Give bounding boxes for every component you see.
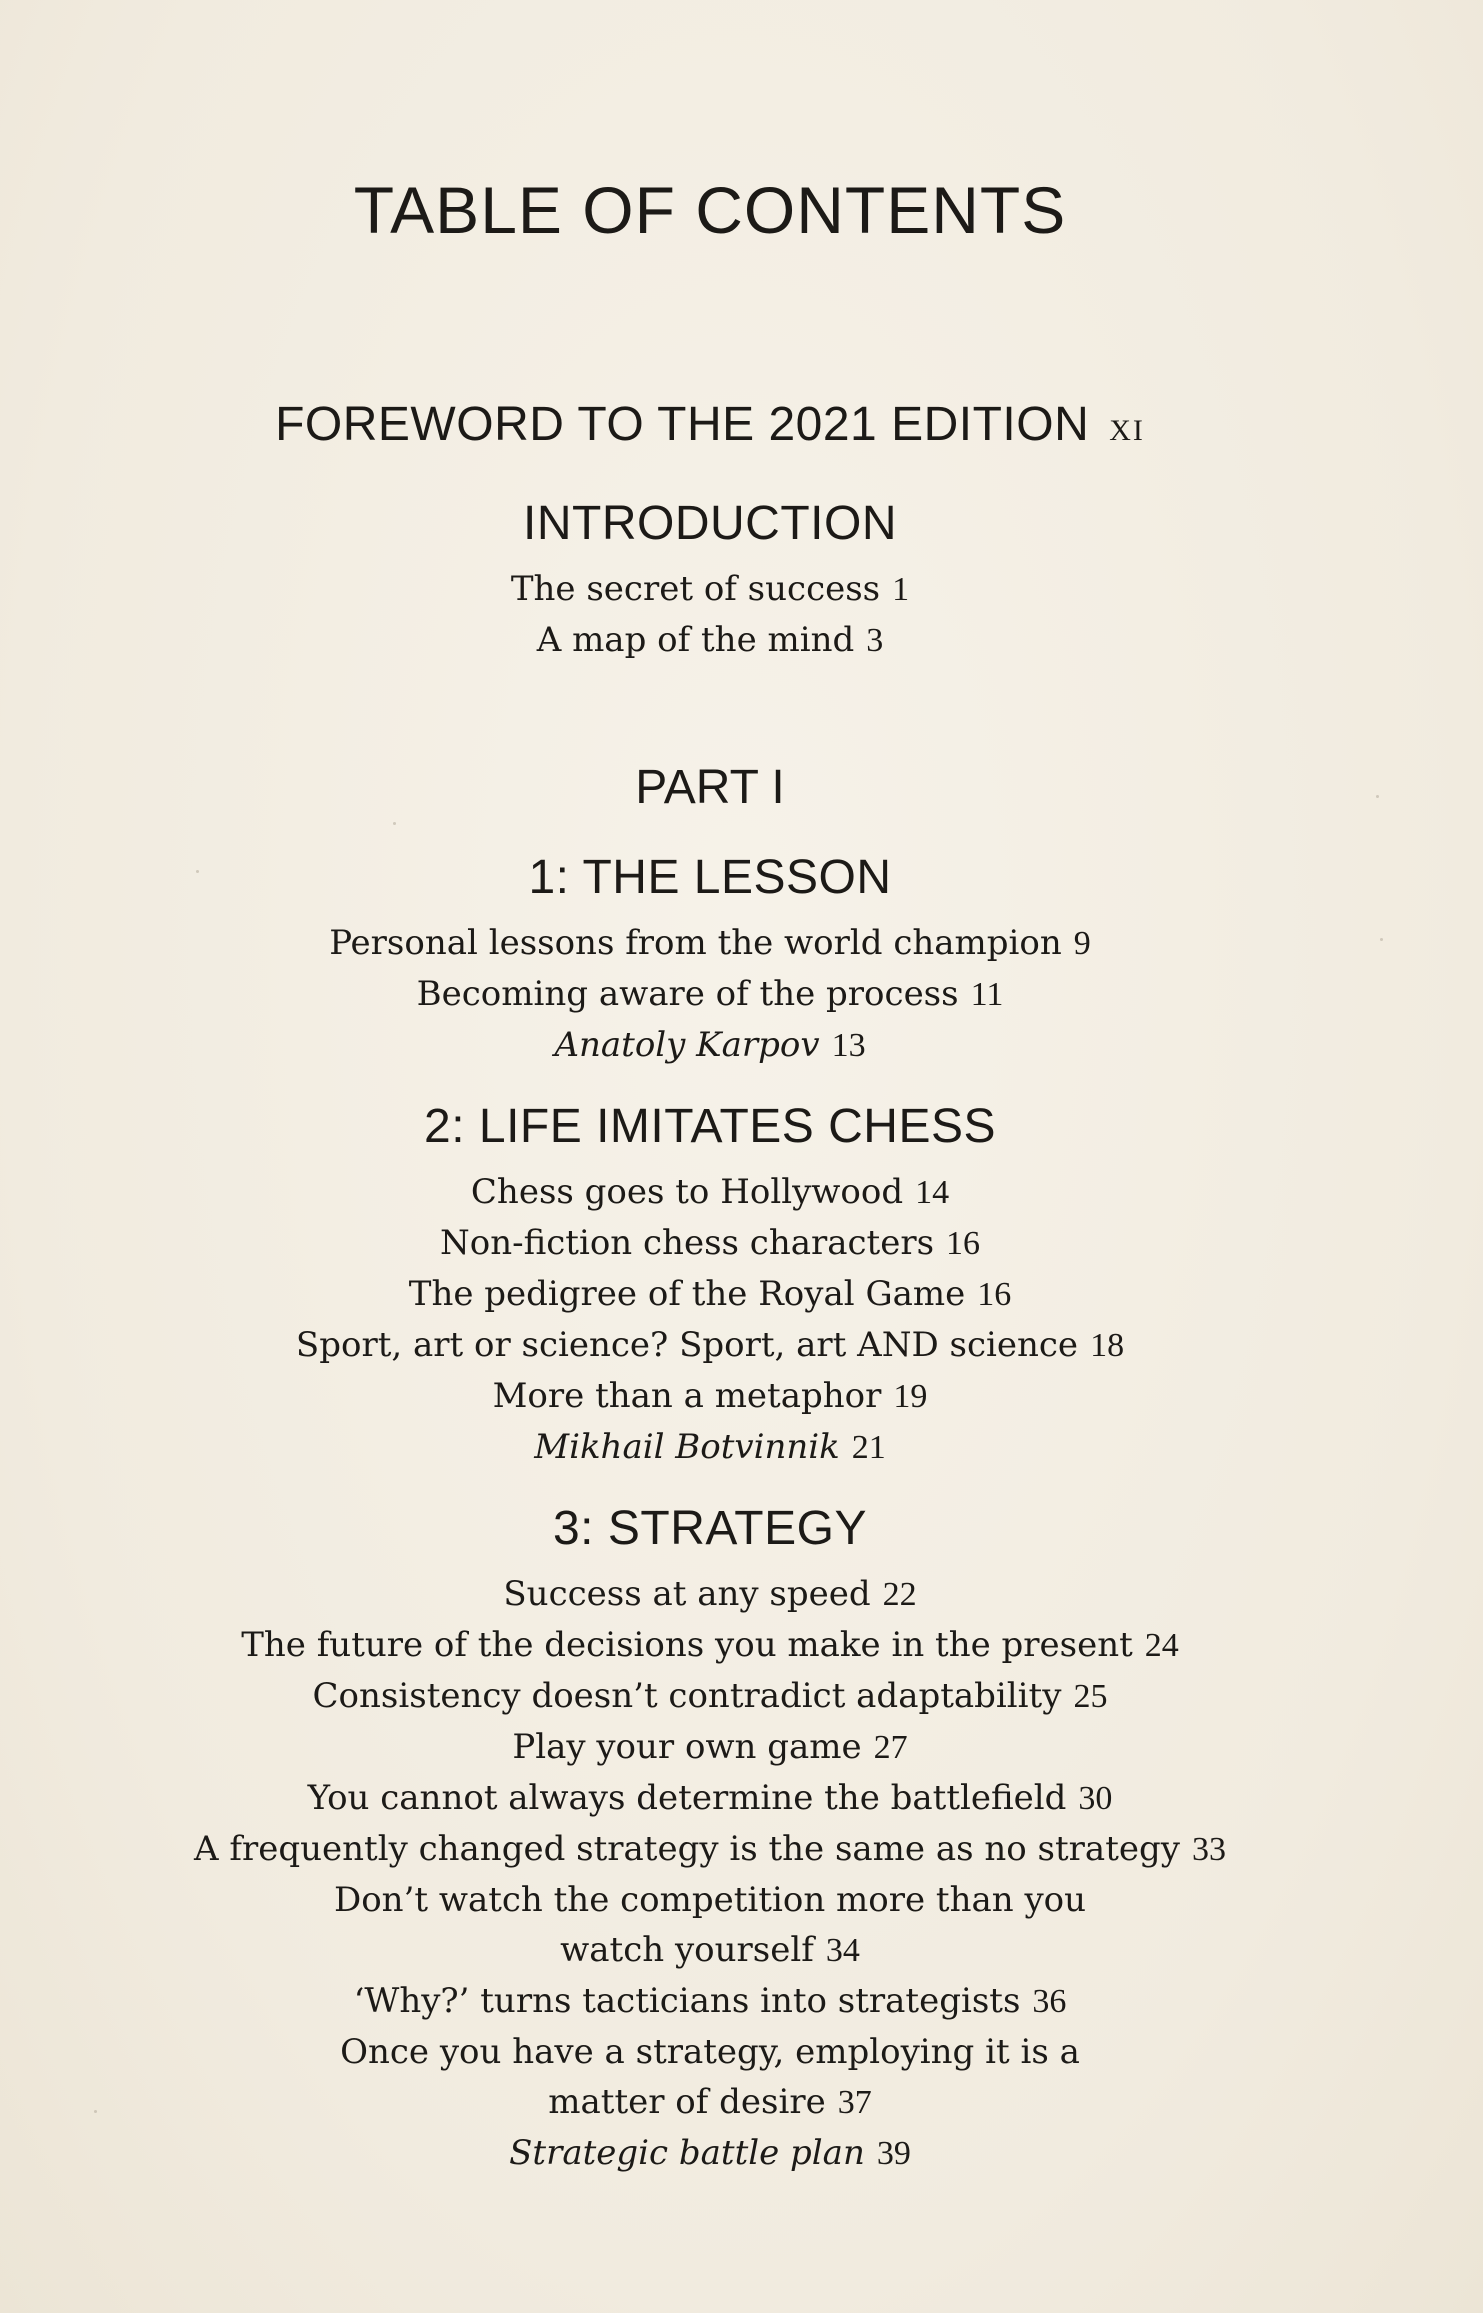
entry-page-number: 21 (851, 1429, 886, 1466)
entry-page-number: 1 (892, 571, 910, 608)
entry-label: Strategic battle plan (509, 2133, 865, 2173)
entry-label: A frequently changed strategy is the same as no strategy (194, 1829, 1180, 1869)
entry-page-number: 24 (1144, 1627, 1179, 1664)
toc-entry (0, 1925, 1420, 1976)
entry-label: The pedigree of the Royal Game (408, 1274, 966, 1314)
chapter-heading: 3: STRATEGY (552, 1502, 867, 1555)
toc-entry (0, 969, 1420, 1020)
entry-page-number: 19 (893, 1378, 928, 1415)
toc-entry (0, 1269, 1420, 1320)
entry-page-number: 18 (1090, 1327, 1125, 1364)
toc-entry-profile (0, 1020, 1420, 1071)
toc-entry (0, 918, 1420, 969)
toc-entry (0, 1320, 1420, 1371)
toc-entry (0, 564, 1420, 615)
paper-speck (94, 2110, 97, 2113)
toc-entry (0, 1976, 1420, 2027)
chapter-heading: 2: LIFE IMITATES CHESS (424, 1100, 996, 1153)
chapter-heading: 1: THE LESSON (528, 851, 892, 904)
toc-entry (0, 1569, 1420, 1620)
toc-entry (0, 1773, 1420, 1824)
toc-entry-profile (0, 2128, 1420, 2179)
toc-entry (0, 1620, 1420, 1671)
entry-page-number: 22 (882, 1576, 917, 1613)
entry-label: Success at any speed (503, 1574, 871, 1614)
toc-entry (0, 1722, 1420, 1773)
entry-page-number: 25 (1073, 1678, 1108, 1715)
entry-page-number: 16 (977, 1276, 1012, 1313)
entry-page-number: 36 (1032, 1983, 1067, 2020)
entry-page-number: 39 (876, 2135, 911, 2172)
entry-label: A map of the mind (536, 620, 855, 660)
paper-speck (1380, 938, 1383, 941)
entry-label: matter of desire (548, 2082, 826, 2122)
toc-entry (0, 2077, 1420, 2128)
entry-page-number: 34 (825, 1932, 860, 1969)
entry-label: Non-fiction chess characters (439, 1223, 935, 1263)
entry-page-number: 33 (1191, 1831, 1226, 1868)
entry-label: More than a metaphor (492, 1376, 882, 1416)
entry-label: Don’t watch the competition more than you (333, 1880, 1087, 1920)
entry-label: Once you have a strategy, employing it is a (340, 2032, 1080, 2072)
entry-page-number: 11 (970, 976, 1004, 1013)
foreword-page-number: XI (1109, 414, 1145, 447)
entry-label: Consistency doesn’t contradict adaptability (312, 1676, 1062, 1716)
entry-page-number: 37 (837, 2084, 872, 2121)
paper-speck (393, 822, 396, 825)
toc-entry (0, 615, 1420, 666)
toc-entry (0, 1218, 1420, 1269)
entry-label: Personal lessons from the world champion (329, 923, 1062, 963)
toc-entry (0, 1671, 1420, 1722)
entry-label: Anatoly Karpov (554, 1025, 820, 1065)
entry-page-number: 16 (946, 1225, 981, 1262)
entry-label: You cannot always determine the battlefield (307, 1778, 1067, 1818)
entry-label: The future of the decisions you make in the present (241, 1625, 1133, 1665)
entry-label: Mikhail Botvinnik (534, 1427, 840, 1467)
toc-entry (0, 1824, 1420, 1875)
entry-label: Sport, art or science? Sport, art AND science (295, 1325, 1079, 1365)
toc-entry-profile (0, 1422, 1420, 1473)
table-of-contents (0, 388, 1420, 2179)
entry-page-number: 30 (1078, 1780, 1113, 1817)
entry-label: Becoming aware of the process (416, 974, 959, 1014)
entry-page-number: 14 (915, 1174, 950, 1211)
introduction-heading: INTRODUCTION (523, 497, 897, 550)
entry-page-number: 27 (873, 1729, 908, 1766)
entry-label: Chess goes to Hollywood (470, 1172, 904, 1212)
entry-label: The secret of success (510, 569, 881, 609)
page-title: TABLE OF CONTENTS (353, 173, 1067, 248)
toc-entry (0, 1371, 1420, 1422)
foreword-entry (0, 388, 1420, 468)
part-heading: PART I (635, 761, 785, 814)
entry-page-number: 9 (1073, 925, 1091, 962)
entry-page-number: 3 (866, 622, 884, 659)
entry-label: ‘Why?’ turns tacticians into strategists (353, 1981, 1021, 2021)
toc-entry (0, 2027, 1420, 2077)
paper-speck (196, 870, 199, 873)
toc-entry (0, 1167, 1420, 1218)
entry-label: Play your own game (512, 1727, 862, 1767)
entry-page-number: 13 (831, 1027, 866, 1064)
foreword-label: FOREWORD TO THE 2021 EDITION (275, 398, 1090, 451)
paper-speck (1376, 795, 1379, 798)
toc-entry (0, 1875, 1420, 1925)
entry-label: watch yourself (560, 1930, 814, 1970)
